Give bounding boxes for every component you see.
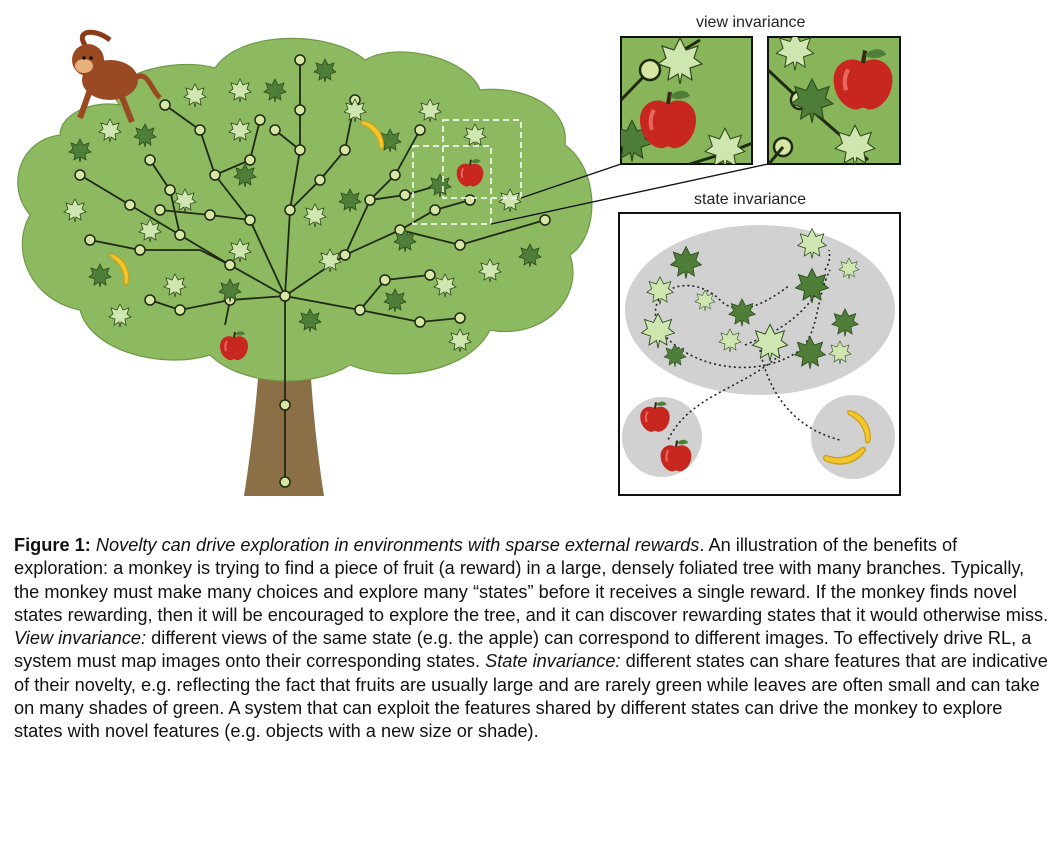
view-panel-2 [768,31,900,166]
caption-label: Figure 1: [14,535,91,555]
figure-caption [14,534,1050,744]
caption-text-2: different views of the same state (e.g. the apple) can correspond to different images. To effectively drive RL, a system must map images onto their corresponding states. [14,628,1032,672]
state-invariance-label: state invariance [694,191,807,208]
caption-title: Novelty can drive exploration in environments with sparse external rewards [95,535,700,555]
view-panel-1 [612,37,760,170]
caption-state-term: State invariance: [485,651,621,672]
state-panel [619,213,900,495]
caption-view-term: View invariance: [14,628,147,649]
caption-text-1: . An illustration of the benefits of exploration: a monkey is trying to find a piece of fruit (a reward) in a large, densely foliated tree with many branches. Typically, the monkey must make many choices and explore many “states” before it receives a single reward. If the monkey finds novel states rewarding, then it will be encouraged to explore the tree, and it can discover rewarding states that it would otherwise miss. [14,535,1049,625]
view-invariance-label: view invariance [696,14,806,31]
caption-text-3: different states can share features that are indicative of their novelty, e.g. reflecting the fact that fruits are usually large and are rarely green while leaves are often small and can take on many shades of green. A system that can exploit the features shared by different states can drive the monkey to explore states with novel features (e.g. objects with a new size or shade). [14,651,1048,742]
